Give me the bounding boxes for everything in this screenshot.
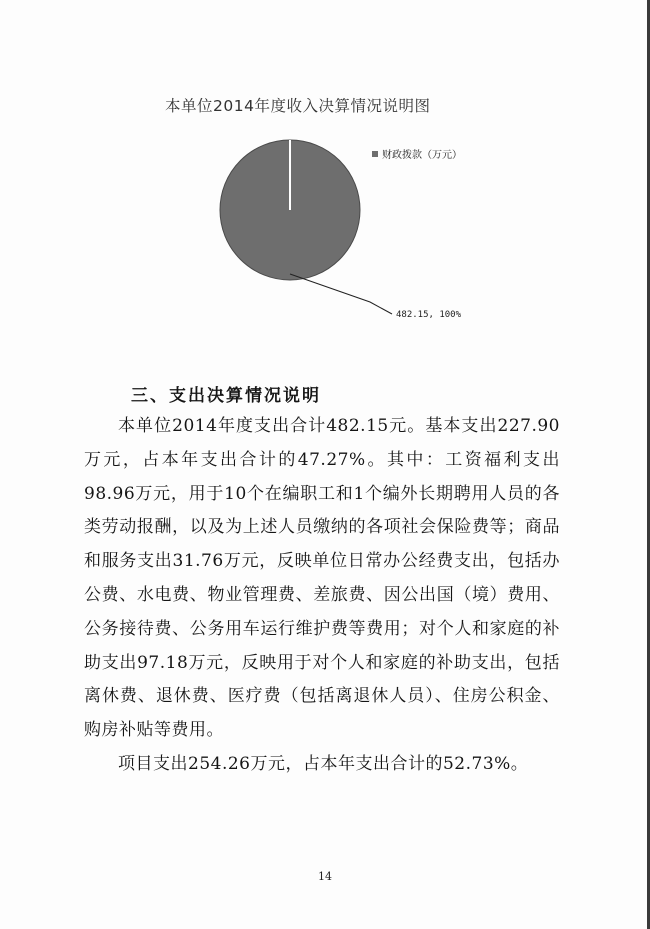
paragraph-project-expenditure: 项目支出254.26万元，占本年支出合计的52.73%。 bbox=[118, 753, 529, 774]
section-heading: 三、支出决算情况说明 bbox=[131, 386, 321, 406]
page-number: 14 bbox=[318, 870, 332, 883]
leader-line bbox=[290, 274, 392, 314]
pie-chart bbox=[0, 0, 650, 340]
paragraph-expenditure-details: 本单位2014年度支出合计482.15元。基本支出227.90万元，占本年支出合计的47.27%。其中：工资福利支出98.96万元，用于10个在编职工和1个编外长期聘用人员的各类劳动报酬，以及为上述人员缴纳的各项社会保险费等；商品和服务支出31.76万元，反映单位日常办公经费支出，包括办公费、水电费、物业管理费、差旅费、因公出国（境）费用、公务接待费、公务用车运行维护费等费用；对个人和家庭的补助支出97.18万元，反映用于对个人和家庭的补助支出，包括离休费、退休费、医疗费（包括离退休人员）、住房公积金、购房补贴等费用。 bbox=[84, 416, 560, 741]
body-text bbox=[84, 410, 560, 782]
legend-swatch bbox=[372, 151, 378, 157]
data-label: 482.15, 100% bbox=[396, 310, 462, 320]
legend-label: 财政拨款（万元） bbox=[382, 150, 462, 161]
chart-legend bbox=[372, 146, 462, 161]
chart-title: 本单位2014年度收入决算情况说明图 bbox=[165, 97, 431, 115]
